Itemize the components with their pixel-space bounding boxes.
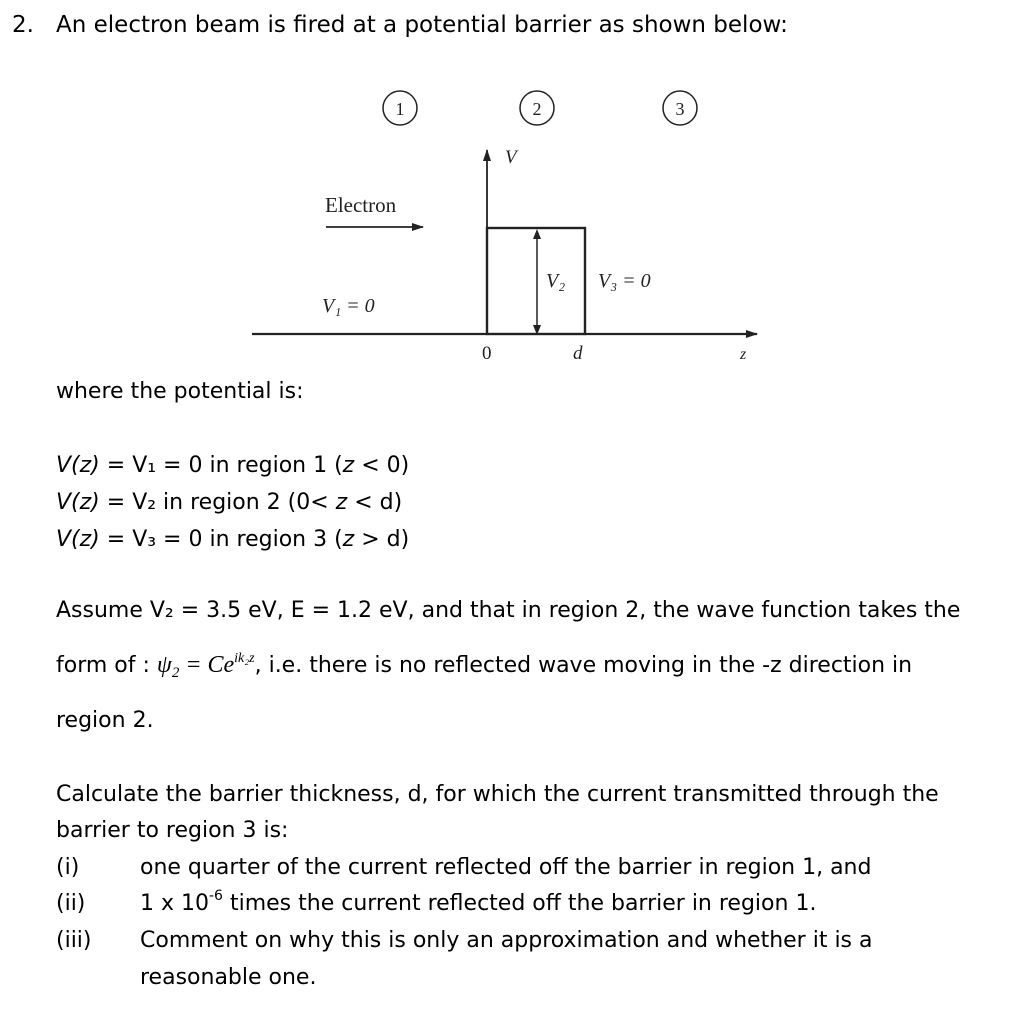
- region-1-label: 1: [395, 99, 405, 119]
- sub-question-text: [140, 890, 816, 918]
- v2-label: V₂: [546, 270, 566, 292]
- v1-label: V₁ = 0: [322, 295, 375, 317]
- potential-barrier: [487, 228, 585, 334]
- psi-symbol: ψ: [156, 652, 172, 678]
- assume-line-2: [56, 651, 912, 680]
- formula-exponent: ik₂z: [234, 651, 255, 666]
- question-number: 2.: [12, 12, 34, 38]
- potential-var: z: [342, 453, 355, 478]
- assume-line-3: region 2.: [56, 708, 154, 733]
- sub-question-number: (iii): [56, 928, 92, 953]
- formula-rhs: = Ce: [185, 652, 235, 678]
- calculate-line-1: Calculate the barrier thickness, d, for which the current transmitted through the: [56, 782, 939, 807]
- sub-question-number: (ii): [56, 891, 86, 916]
- potential-line-3: [56, 526, 409, 554]
- potential-line-1: [56, 452, 409, 480]
- z-axis-label: z: [740, 346, 747, 363]
- assume-prefix: form of :: [56, 653, 150, 678]
- v3-label: V₃ = 0: [598, 270, 651, 292]
- region-2-label: 2: [532, 99, 542, 119]
- d-label: d: [573, 343, 583, 364]
- potential-eq: = V₂: [106, 490, 157, 515]
- sub-question-text-continued: reasonable one.: [140, 965, 317, 990]
- psi-subscript: 2: [171, 665, 180, 681]
- potential-rest: in region 2 (0<: [156, 490, 336, 515]
- wavefunction-formula: [156, 651, 255, 681]
- region-3-label: 3: [675, 99, 685, 119]
- potential-rest: in region 3 (: [202, 527, 343, 552]
- calculate-line-2: barrier to region 3 is:: [56, 818, 289, 843]
- potential-rest: in region 1 (: [202, 453, 343, 478]
- potential-cond: > d): [354, 527, 410, 552]
- assume-suffix: , i.e. there is no reflected wave moving in the -z direction in: [254, 653, 913, 678]
- potential-lhs: V(z): [56, 527, 100, 552]
- potential-cond: < 0): [354, 453, 410, 478]
- potential-cond: < d): [347, 490, 403, 515]
- potential-barrier-diagram: [0, 0, 1015, 390]
- potential-line-2: [56, 489, 402, 517]
- potential-var: z: [342, 527, 355, 552]
- potential-intro: where the potential is:: [56, 379, 304, 404]
- potential-var: z: [335, 490, 348, 515]
- sub-question-text: Comment on why this is only an approximation and whether it is a: [140, 928, 873, 953]
- sub-question-text-post: times the current reflected off the barrier in region 1.: [222, 891, 817, 916]
- sub-question-text: one quarter of the current reflected off the barrier in region 1, and: [140, 855, 872, 880]
- v-axis-label: V: [505, 147, 517, 168]
- electron-label: Electron: [325, 193, 397, 217]
- potential-eq: = V₃ = 0: [106, 527, 203, 552]
- potential-lhs: V(z): [56, 453, 100, 478]
- sub-question-text-pre: 1 x 10: [140, 891, 209, 916]
- origin-label: 0: [482, 343, 492, 364]
- exponent: -6: [209, 888, 223, 904]
- assume-line-1: Assume V₂ = 3.5 eV, E = 1.2 eV, and that in region 2, the wave function takes the: [56, 598, 961, 623]
- potential-eq: = V₁ = 0: [106, 453, 203, 478]
- sub-question-number: (i): [56, 855, 80, 880]
- potential-lhs: V(z): [56, 490, 100, 515]
- question-title: An electron beam is fired at a potential barrier as shown below:: [56, 12, 788, 38]
